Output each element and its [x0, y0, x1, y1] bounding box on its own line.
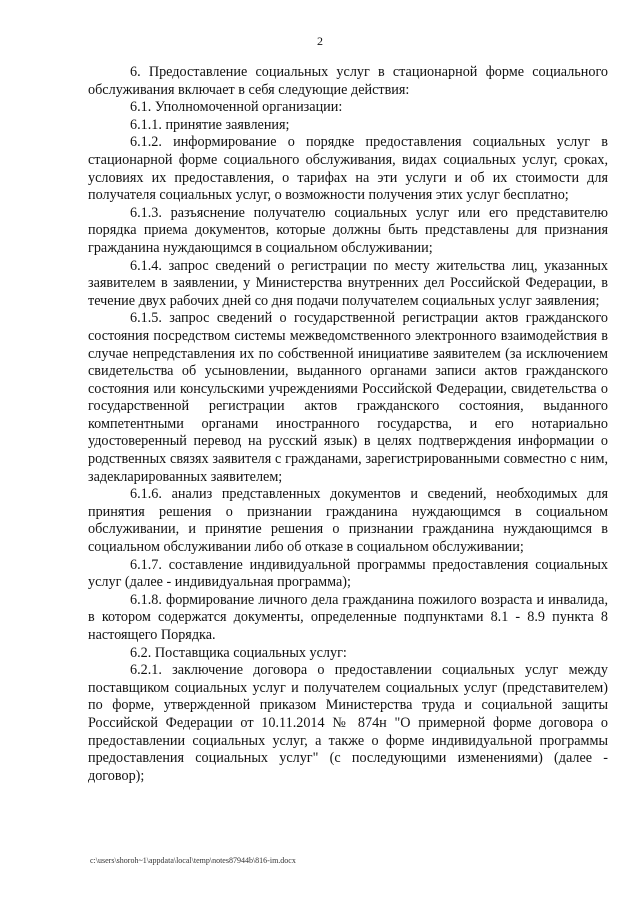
paragraph-6-1-2: 6.1.2. информирование о порядке предоставления социальных услуг в стационарной форме социального обслуживания, видах социальных услуг, сроках, условиях их предоставления, о тарифах на эти услуги и об их стоимости для получателя социальных услуг, о возможности получения этих услуг бесплатно;: [88, 134, 608, 204]
paragraph-6-1-5: 6.1.5. запрос сведений о государственной регистрации актов гражданского состояния посредством системы межведомственного электронного взаимодействия в случае непредставления их по собственной инициативе заявителем (за исключением свидетельства об усыновлении, выданного органами записи актов гражданского состояния или консульскими учреждениями Российской Федерации, свидетельства о государственной регистрации актов гражданского состояния, выданного компетентными органами иностранного государства, и его нотариально удостоверенный перевод на русский язык) в целях подтверждения информации о родственных связях заявителя с гражданами, зарегистрированными совместно с ним, задекларированных заявителем;: [88, 310, 608, 485]
paragraph-6-1-4: 6.1.4. запрос сведений о регистрации по месту жительства лиц, указанных заявителем в заявлении, у Министерства внутренних дел Российской Федерации, в течение двух рабочих дней со дня подачи получателем социальных услуг заявления;: [88, 257, 608, 309]
paragraph-6-1-3: 6.1.3. разъяснение получателю социальных услуг или его представителю порядка приема документов, которые должны быть представлены для признания гражданина нуждающимся в социальном обслуживании;: [88, 204, 608, 256]
paragraph-6-1: 6.1. Уполномоченной организации:: [130, 99, 343, 116]
paragraph-6-1-1: 6.1.1. принятие заявления;: [130, 116, 290, 133]
footer-file-path: c:\users\shoroh~1\appdata\local\temp\notes87944b\816-im.docx: [90, 856, 296, 865]
paragraph-6-1-8: 6.1.8. формирование личного дела гражданина пожилого возраста и инвалида, в котором содержатся документы, определенные подпунктами 8.1 - 8.9 пункта 8 настоящего Порядка.: [88, 591, 608, 643]
document-body: [88, 64, 608, 785]
page-number: 2: [317, 34, 323, 48]
paragraph-6: 6. Предоставление социальных услуг в стационарной форме социального обслуживания включает в себя следующие действия:: [88, 64, 608, 98]
paragraph-6-2: 6.2. Поставщика социальных услуг:: [130, 644, 347, 661]
paragraph-6-2-1: 6.2.1. заключение договора о предоставлении социальных услуг между поставщиком социальных услуг и получателем социальных услуг (представителем) по форме, утвержденной приказом Министерства труда и социальной защиты Российской Федерации от 10.11.2014 № 874н "О примерной форме договора о предоставлении социальных услуг, а также о форме индивидуальной программы предоставления социальных услуг" (с последующими изменениями) (далее - договор);: [88, 662, 608, 784]
paragraph-6-1-7: 6.1.7. составление индивидуальной программы предоставления социальных услуг (далее - индивидуальная программа);: [88, 556, 608, 591]
paragraph-6-1-6: 6.1.6. анализ представленных документов и сведений, необходимых для принятия решения о признании гражданина нуждающимся в социальном обслуживании, и принятие решения о признании гражданина нуждающимся в социальном обслуживании либо об отказе в социальном обслуживании;: [88, 486, 608, 556]
